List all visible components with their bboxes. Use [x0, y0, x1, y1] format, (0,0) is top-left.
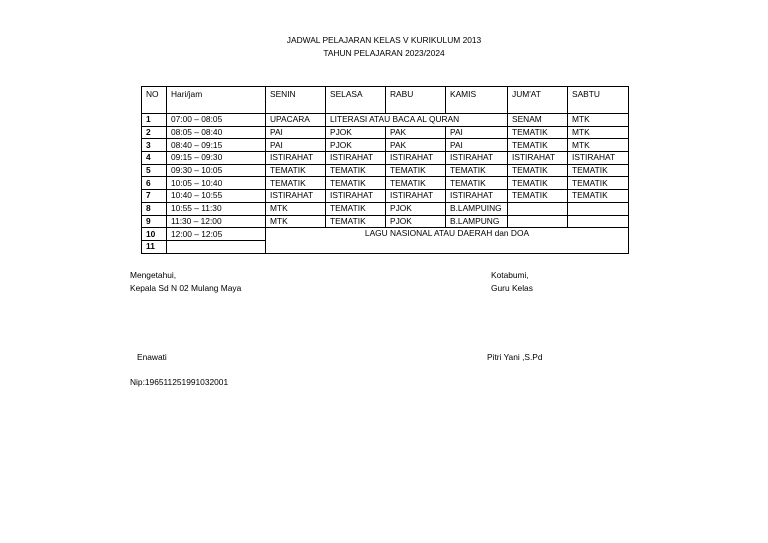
principal-nip: Nip:196511251991032001	[130, 377, 229, 387]
schedule-cell: TEMATIK	[508, 190, 568, 203]
row-number: 9	[142, 215, 167, 228]
schedule-cell: UPACARA	[266, 114, 326, 127]
header-cell-senin: SENIN	[266, 87, 326, 114]
row-time: 09:30 – 10:05	[167, 164, 266, 177]
schedule-cell: ISTIRAHAT	[266, 190, 326, 203]
schedule-cell: TEMATIK	[266, 177, 326, 190]
acknowledgement-label: Mengetahui,	[130, 270, 177, 280]
schedule-cell: ISTIRAHAT	[386, 190, 446, 203]
schedule-cell: TEMATIK	[326, 215, 386, 228]
schedule-cell: PJOK	[326, 126, 386, 139]
table-row	[142, 164, 629, 177]
schedule-cell: TEMATIK	[326, 177, 386, 190]
row-time: 10:55 – 11:30	[167, 202, 266, 215]
table-row	[142, 190, 629, 203]
schedule-cell: TEMATIK	[386, 177, 446, 190]
schedule-cell: PAI	[266, 139, 326, 152]
schedule-cell: TEMATIK	[446, 164, 508, 177]
schedule-cell: ISTIRAHAT	[446, 190, 508, 203]
document-title: JADWAL PELAJARAN KELAS V KURIKULUM 2013	[286, 35, 482, 45]
schedule-cell: TEMATIK	[446, 177, 508, 190]
header-cell-time: Hari/jam	[167, 87, 266, 114]
teacher-name: Pitri Yani ,S.Pd	[487, 352, 543, 362]
table-row	[142, 202, 629, 215]
table-row	[142, 228, 629, 241]
schedule-cell: TEMATIK	[326, 164, 386, 177]
header-cell-rabu: RABU	[386, 87, 446, 114]
schedule-cell: TEMATIK	[568, 164, 629, 177]
schedule-cell-merged: LITERASI ATAU BACA AL QURAN	[326, 114, 508, 127]
schedule-cell: PAI	[266, 126, 326, 139]
row-number: 4	[142, 152, 167, 165]
principal-name: Enawati	[137, 352, 167, 362]
row-time: 10:40 – 10:55	[167, 190, 266, 203]
header-cell-sabtu: SABTU	[568, 87, 629, 114]
academic-year-subtitle: TAHUN PELAJARAN 2023/2024	[323, 48, 445, 58]
schedule-cell: TEMATIK	[508, 126, 568, 139]
schedule-cell: ISTIRAHAT	[326, 190, 386, 203]
row-number: 2	[142, 126, 167, 139]
schedule-cell: TEMATIK	[386, 164, 446, 177]
schedule-cell: TEMATIK	[508, 177, 568, 190]
row-time: 11:30 – 12:00	[167, 215, 266, 228]
row-number: 11	[142, 240, 167, 253]
table-row	[142, 114, 629, 127]
schedule-cell: SENAM	[508, 114, 568, 127]
schedule-table	[141, 86, 629, 254]
schedule-cell: MTK	[568, 139, 629, 152]
row-number: 8	[142, 202, 167, 215]
schedule-cell: ISTIRAHAT	[266, 152, 326, 165]
schedule-cell: MTK	[568, 126, 629, 139]
schedule-cell: PJOK	[386, 215, 446, 228]
header-cell-kamis: KAMIS	[446, 87, 508, 114]
row-number: 3	[142, 139, 167, 152]
schedule-cell: TEMATIK	[508, 139, 568, 152]
schedule-cell: B.LAMPUNG	[446, 215, 508, 228]
row-number: 10	[142, 228, 167, 241]
schedule-cell: TEMATIK	[266, 164, 326, 177]
header-cell-jumat: JUM'AT	[508, 87, 568, 114]
row-time	[167, 240, 266, 253]
table-row	[142, 126, 629, 139]
schedule-cell: PJOK	[326, 139, 386, 152]
header-cell-selasa: SELASA	[326, 87, 386, 114]
teacher-title: Guru Kelas	[491, 283, 533, 293]
table-row	[142, 139, 629, 152]
schedule-cell: ISTIRAHAT	[568, 152, 629, 165]
row-number: 5	[142, 164, 167, 177]
schedule-cell: MTK	[266, 215, 326, 228]
row-number: 6	[142, 177, 167, 190]
table-header-row	[142, 87, 629, 114]
row-time: 12:00 – 12:05	[167, 228, 266, 241]
schedule-cell: ISTIRAHAT	[386, 152, 446, 165]
row-time: 08:05 – 08:40	[167, 126, 266, 139]
schedule-cell: MTK	[568, 114, 629, 127]
table-row	[142, 152, 629, 165]
schedule-cell: TEMATIK	[568, 190, 629, 203]
schedule-cell: MTK	[266, 202, 326, 215]
schedule-cell: PAI	[446, 139, 508, 152]
schedule-cell: ISTIRAHAT	[326, 152, 386, 165]
table-row	[142, 215, 629, 228]
header-cell-no: NO	[142, 87, 167, 114]
schedule-cell: PJOK	[386, 202, 446, 215]
row-time: 08:40 – 09:15	[167, 139, 266, 152]
schedule-cell: PAK	[386, 139, 446, 152]
schedule-cell: TEMATIK	[326, 202, 386, 215]
schedule-cell: ISTIRAHAT	[446, 152, 508, 165]
schedule-cell: B.LAMPUING	[446, 202, 508, 215]
row-time: 10:05 – 10:40	[167, 177, 266, 190]
schedule-cell: PAK	[386, 126, 446, 139]
schedule-cell: TEMATIK	[508, 164, 568, 177]
closing-activity-cell: LAGU NASIONAL ATAU DAERAH dan DOA	[266, 228, 629, 253]
row-number: 7	[142, 190, 167, 203]
row-time: 07:00 – 08:05	[167, 114, 266, 127]
schedule-cell	[508, 215, 568, 228]
row-time: 09:15 – 09:30	[167, 152, 266, 165]
schedule-cell: TEMATIK	[568, 177, 629, 190]
table-row	[142, 177, 629, 190]
row-number: 1	[142, 114, 167, 127]
place-label: Kotabumi,	[491, 270, 529, 280]
schedule-cell	[508, 202, 568, 215]
principal-title: Kepala Sd N 02 Mulang Maya	[130, 283, 242, 293]
schedule-cell: PAI	[446, 126, 508, 139]
schedule-cell	[568, 215, 629, 228]
schedule-cell	[568, 202, 629, 215]
schedule-cell: ISTIRAHAT	[508, 152, 568, 165]
